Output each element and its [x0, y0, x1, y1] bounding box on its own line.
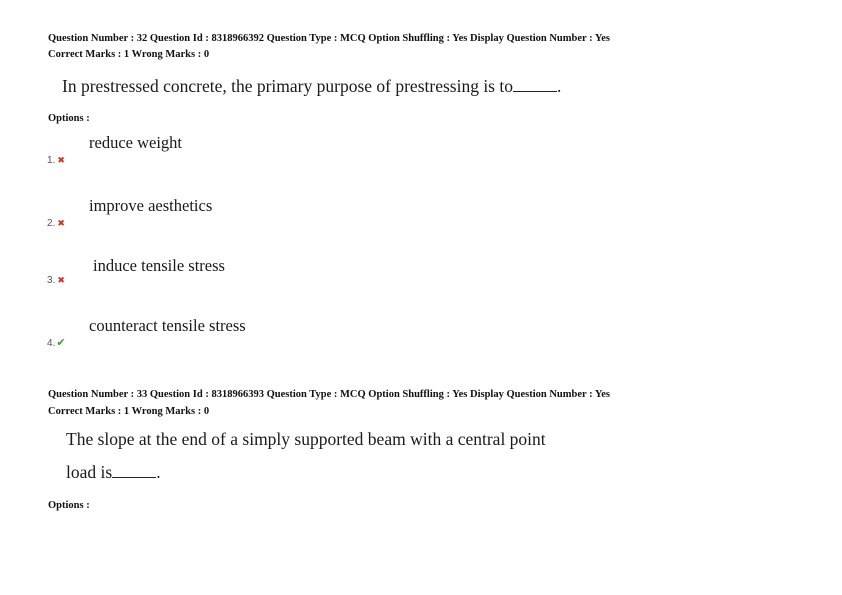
q32-question-end: .	[556, 76, 562, 96]
q33-options-label: Options :	[48, 500, 90, 511]
q32-option-2-text: improve aesthetics	[89, 196, 213, 215]
q32-option-1-number	[47, 155, 65, 166]
answer-blank	[513, 90, 557, 92]
q32-option-1-text: reduce weight	[89, 133, 182, 152]
q32-option-4-text: counteract tensile stress	[89, 316, 246, 335]
cross-icon: ✖	[57, 275, 65, 285]
option-number: 4.	[47, 338, 56, 349]
q33-meta-line2: Correct Marks : 1 Wrong Marks : 0	[48, 406, 210, 417]
option-number: 3.	[47, 275, 56, 286]
option-number: 2.	[47, 218, 56, 229]
q33-meta-line1: Question Number : 33 Question Id : 8318966393 Question Type : MCQ Option Shuffling : Yes Display Question Number : Yes	[48, 389, 611, 400]
q33-question-end: .	[156, 462, 161, 482]
q32-meta-line1: Question Number : 32 Question Id : 8318966392 Question Type : MCQ Option Shuffling : Yes Display Question Number : Yes	[48, 33, 611, 44]
cross-icon: ✖	[57, 218, 65, 228]
q33-question-line1: The slope at the end of a simply supported beam with a central point	[66, 429, 546, 449]
q32-options-label: Options :	[48, 113, 90, 124]
q33-question-stem: load is	[66, 462, 113, 482]
q32-option-3-text: induce tensile stress	[93, 256, 225, 275]
q32-option-3-number	[47, 275, 65, 286]
q32-option-4-number	[47, 336, 66, 349]
cross-icon: ✖	[57, 155, 65, 165]
q32-question-text	[62, 76, 561, 97]
q33-question-line2	[66, 462, 161, 483]
q32-question-stem: In prestressed concrete, the primary purpose of prestressing is to	[62, 76, 513, 96]
answer-blank	[112, 476, 156, 478]
check-icon: ✔	[56, 337, 66, 349]
q32-meta-line2: Correct Marks : 1 Wrong Marks : 0	[48, 49, 210, 60]
option-number: 1.	[47, 155, 56, 166]
q32-option-2-number	[47, 218, 65, 229]
